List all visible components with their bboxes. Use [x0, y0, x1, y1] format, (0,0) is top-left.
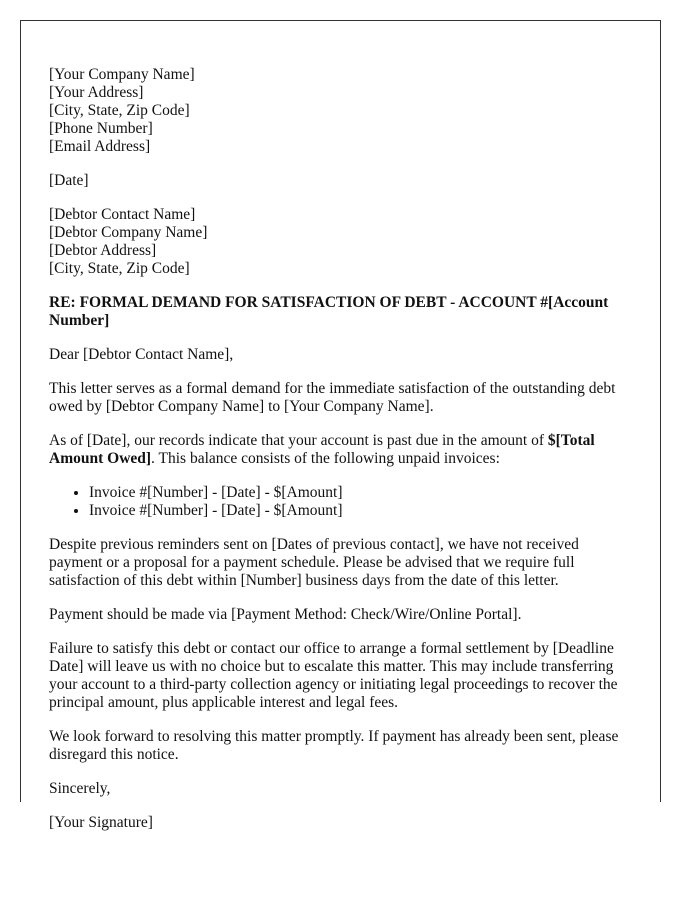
total-amount: $[Total Amount Owed] — [49, 432, 595, 467]
sender-line: [Email Address] — [49, 138, 151, 155]
paragraph-1: This letter serves as a formal demand for the immediate satisfaction of the outstanding debt owed by [Debtor Company Name] to [Your Company Name]. — [49, 380, 616, 415]
paragraph-5: Failure to satisfy this debt or contact our office to arrange a formal settlement by [Deadline Date] will leave us with no choice but to escalate this matter. This may include transferring your account to a third-party collection agency or initiating legal proceedings to recover the principal amount, plus applicable interest and legal fees. — [49, 640, 618, 711]
paragraph-2-start: As of [Date], our records indicate that your account is past due in the amount of — [49, 432, 548, 449]
letter-date: [Date] — [49, 172, 89, 189]
closing: Sincerely, — [49, 780, 111, 797]
subject-line: RE: FORMAL DEMAND FOR SATISFACTION OF DEBT - ACCOUNT #[Account Number] — [49, 294, 609, 329]
recipient-line: [Debtor Contact Name] — [49, 206, 196, 223]
invoice-item: • Invoice #[Number] - [Date] - $[Amount] — [89, 484, 630, 502]
sender-line: [City, State, Zip Code] — [49, 102, 190, 119]
invoice-list — [49, 484, 630, 520]
recipient-line: [Debtor Address] — [49, 242, 157, 259]
sender-line: [Phone Number] — [49, 120, 153, 137]
letter-page — [20, 20, 661, 831]
paragraph-2-end: . This balance consists of the following unpaid invoices: — [151, 450, 500, 467]
sender-line: [Your Company Name] — [49, 66, 195, 83]
salutation: Dear [Debtor Contact Name], — [49, 346, 234, 363]
paragraph-3: Despite previous reminders sent on [Dates of previous contact], we have not received payment or a proposal for a payment schedule. Please be advised that we require full satisfaction of this debt within [Number] business days from the date of this letter. — [49, 536, 579, 589]
recipient-line: [City, State, Zip Code] — [49, 260, 190, 277]
paragraph-2 — [49, 432, 630, 468]
signature: [Your Signature] — [49, 814, 153, 831]
sender-line: [Your Address] — [49, 84, 144, 101]
paragraph-6: We look forward to resolving this matter promptly. If payment has already been sent, please disregard this notice. — [49, 728, 619, 763]
recipient-line: [Debtor Company Name] — [49, 224, 208, 241]
invoice-item: • Invoice #[Number] - [Date] - $[Amount] — [89, 502, 630, 520]
paragraph-4: Payment should be made via [Payment Method: Check/Wire/Online Portal]. — [49, 606, 522, 623]
